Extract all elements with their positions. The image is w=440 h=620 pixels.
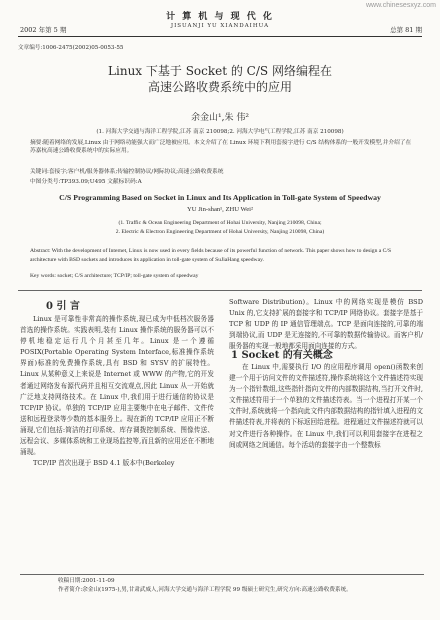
right-column-intro: Software Distribution)。Linux 中的网络实现是模仿 BSD Unix 的,它支持扩展的套接字和 TCP/IP 网络协议。套接字是基于 TCP 和 UDP 的 IP 通信管理端点。TCP 是面向连接的,可靠的端到端协议,而 UDP 是无连接的,不可靠的数据传输协议。而客户机/服务器的实现一般地都采用面向连接的方式。 (229, 298, 423, 351)
journal-title (0, 9, 440, 29)
section-1-heading: 1 Socket 的有关概念 (231, 350, 333, 361)
article-id: 文章编号:1006-2475(2002)05-0053-55 (18, 45, 124, 51)
section-0-paragraph-1: Linux 是可靠性非常高的操作系统,现已成为中低档次服务器首选的操作系统。实践表明,装有 Linux 操作系统的服务器可以不停机地稳定运行几个月甚至几年。Linux 是一个遵循 POSIX(Portable Operating System Interface,标准操作系统界面)标准的免费操作系统,具有 BSD 和 SYSV 的扩展特性。Linux 从某种意义上来说是 Internet 或 WWW 的产物,它的开发者通过网络发布源代码并且相互交流观点,因此 Linux 从一开始就广泛地支持网络技术。在 Linux 中,我们用于进行通信的协议是 TCP/IP 协议。单独的 TCP/IP 应用主要集中在电子邮件、文件传送和远程登录等少数的基本服务上。现在新的 TCP/IP 应用正不断涌现,它们包括:简洁的打印系统、库存调拨控制系统、图像传送、远程会议、多媒体系统和工业现场监控等,而且新的应用还在不断地涌现。 (20, 315, 214, 457)
title-cn (0, 63, 440, 95)
section-0-paragraph-2: TCP/IP 首次出现于 BSD 4.1 版本中(Berkeley (33, 459, 175, 468)
footnote-author-bio: 作者简介:余金山(1975-),男,甘肃武威人,河海大学交通与海洋工程学院 99 级硕士研究生,研究方向:高速公路收费系统。 (58, 586, 352, 593)
section-1-paragraph: 在 Linux 中,需要执行 I/O 的应用程序调用 open()函数来创建一个用于访问文件的文件描述符,操作系统将这个文件描述符实现为一个指针数组,这些指针指向文件的内部数据结构,当打开文件时,文件描述符用于一个单独的文件描述符表。当一个进程打开某一个文件时,系统就将一个指向此文件内部数据结构的指针填入进程的文件描述符表,并将表的下标返回给进程。进程通过文件描述符就可以对文件进行各种操作。在 Linux 中,我们可以利用套接字在进程之间或网络之间通信。每个活动的套接字由一个整数标 (229, 363, 423, 449)
journal-title-en: JISUANJI YU XIANDAIHUA (170, 23, 270, 29)
header-divider (18, 36, 422, 37)
abstract-divider (18, 290, 422, 291)
authors-cn: 余金山¹,朱 伟² (191, 113, 249, 123)
footnote-divider (20, 574, 424, 575)
classification-cn: 中图分类号:TP393.09;U495 文献标识码:A (30, 179, 142, 185)
affiliation-en-line-2: 2. Electric & Electron Engineering Department of Hohai University, Nanjing 210098, China) (115, 229, 325, 235)
keywords-cn: 关键词:套接字;客户机/服务器体系;传输控制协议/网际协议;高速公路收费系统 (30, 169, 224, 175)
section-0-heading: 0 引 言 (46, 301, 80, 312)
footnote-received-date: 收稿日期:2001-11-09 (58, 578, 115, 584)
title-en: C/S Programming Based on Socket in Linux and Its Application in Toll-gate System of Speedway (59, 193, 381, 202)
affiliation-en-line-1: (1. Traffic & Ocean Engineering Department of Hohai University, Nanjing 210098, China; (118, 220, 322, 226)
issue-label: 2002 年第 5 期 (20, 26, 67, 34)
affiliation-cn: (1. 河海大学交通与海洋工程学院,江苏 南京 210098;2. 河海大学电气工程学院,江苏 南京 210098) (96, 129, 344, 135)
authors-en: YU Jin-shan¹, ZHU Wei² (187, 206, 253, 213)
keywords-en: Key words: socket; C/S architecture; TCP/IP; toll-gate system of speedway (30, 273, 199, 279)
abstract-en: Abstract: With the development of Internet, Linux is now used in every fields because of its powerful function of network. This paper shows how to design a C/S architecture with BSD sockets and introduces its application in toll-gate system of SuJiaHang speedway. (30, 248, 392, 263)
section-1-body (229, 362, 423, 451)
abstract-cn: 摘要:随着网络的发展,Linux 由于网络功能强大而广泛地被应用。本文介绍了在 Linux 环境下利用套接字进行 C/S 结构体系的一般开发模型,并介绍了在苏嘉杭高速公路收费系统中的实际应用。 (30, 140, 412, 155)
affiliation-en (0, 219, 440, 237)
footnote (58, 577, 420, 594)
watermark-text: www.chinesesxyz.com (365, 2, 436, 9)
right-column (229, 297, 423, 352)
left-column (20, 314, 214, 469)
title-cn-line-1: Linux 下基于 Socket 的 C/S 网络编程在 (108, 64, 332, 78)
title-cn-line-2: 高速公路收费系统中的应用 (147, 80, 292, 94)
total-issue-label: 总第 81 期 (390, 26, 422, 34)
journal-title-cn: 计 算 机 与 现 代 化 (166, 12, 274, 22)
